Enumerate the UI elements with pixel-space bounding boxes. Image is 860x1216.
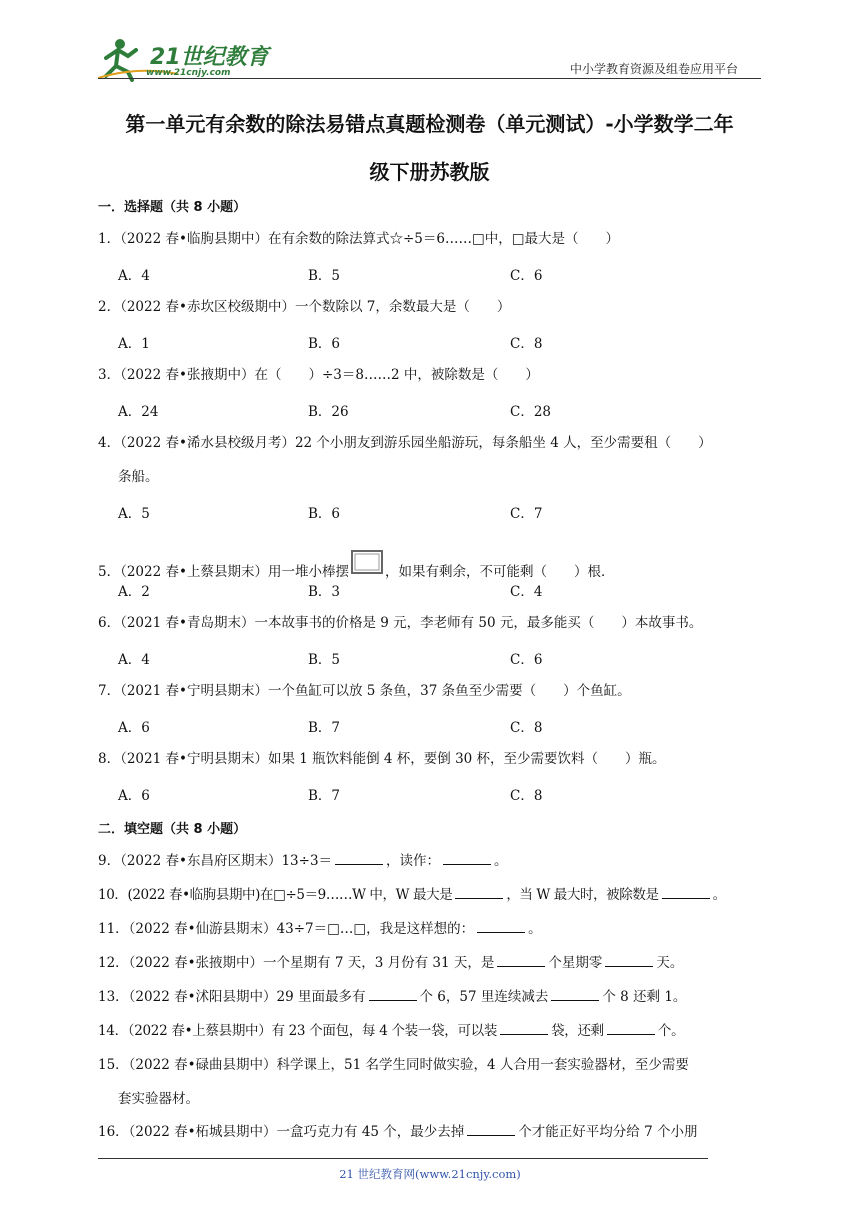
- q13-text-a: 13．（2022 春•沭阳县期中）29 里面最多有: [98, 989, 366, 1005]
- q16-text-b: 个才能正好平均分给 7 个小朋: [518, 1124, 698, 1140]
- question-4: 4．（2022 春•浠水县校级月考）22 个小朋友到游乐园坐船游玩，每条船坐 4 人，至少需要租（ ）: [98, 435, 712, 451]
- answer-blank[interactable]: [455, 886, 503, 899]
- question-5-text-b: ，如果有剩余，不可能剩（ ）根．: [384, 564, 615, 580]
- question-4-cont: 条船。: [118, 469, 159, 485]
- q5-option-a: A．2: [118, 584, 150, 600]
- q4-option-c: C．7: [510, 506, 543, 522]
- section-choice-heading: 一．选择题（共 8 小题）: [98, 200, 247, 215]
- question-9: [98, 851, 768, 871]
- q16-text-a: 16．（2022 春•柘城县期中）一盒巧克力有 45 个，最少去掉: [98, 1124, 465, 1140]
- question-15: 15．（2022 春•碌曲县期中）科学课上，51 名学生同时做实验，4 人合用一套实验器材，至少需要: [98, 1057, 689, 1073]
- q3-option-a: A．24: [118, 404, 159, 420]
- answer-blank[interactable]: [335, 852, 383, 865]
- answer-blank[interactable]: [500, 1022, 548, 1035]
- answer-blank[interactable]: [662, 886, 710, 899]
- q8-option-b: B．7: [308, 788, 341, 804]
- question-5-text-a: 5．（2022 春•上蔡县期末）用一堆小棒摆: [98, 564, 349, 580]
- q3-option-b: B．26: [308, 404, 349, 420]
- question-11: [98, 919, 768, 939]
- question-2: 2．（2022 春•赤坎区校级期中）一个数除以 7，余数最大是（ ）: [98, 299, 511, 315]
- q12-text-b: 个星期零: [548, 955, 603, 971]
- question-1: 1．（2022 春•临朐县期中）在有余数的除法算式☆÷5＝6……□中，□最大是（ ）: [98, 231, 619, 247]
- q5-option-b: B．3: [308, 584, 341, 600]
- q8-option-a: A．6: [118, 788, 150, 804]
- q2-option-c: C．8: [510, 336, 543, 352]
- answer-blank[interactable]: [605, 954, 653, 967]
- q4-option-b: B．6: [308, 506, 341, 522]
- question-8: 8．（2021 春•宁明县期末）如果 1 瓶饮料能倒 4 杯，要倒 30 杯，至少需要饮料（ ）瓶。: [98, 751, 666, 767]
- question-10: [98, 885, 768, 905]
- q10-text-c: 。: [712, 887, 726, 903]
- q3-option-c: C．28: [510, 404, 552, 420]
- q13-text-c: 个 8 还剩 1。: [602, 989, 687, 1005]
- question-13: [98, 987, 768, 1007]
- q12-text-c: 天。: [656, 955, 684, 971]
- question-7: 7．（2021 春•宁明县期末）一个鱼缸可以放 5 条鱼，37 条鱼至少需要（ ）个鱼缸。: [98, 683, 631, 699]
- q9-text-c: 。: [494, 853, 508, 869]
- q11-text-a: 11．（2022 春•仙游县期末）43÷7＝□…□，我是这样想的：: [98, 921, 475, 937]
- header-divider: [98, 78, 761, 79]
- q7-option-a: A．6: [118, 720, 150, 736]
- q13-text-b: 个 6，57 里连续减去: [419, 989, 549, 1005]
- q10-text-b: ，当 W 最大时，被除数是: [506, 887, 659, 903]
- section-fill-heading: 二．填空题（共 8 小题）: [98, 822, 247, 837]
- question-12: [98, 953, 768, 973]
- q14-text-a: 14．（2022 春•上蔡县期中）有 23 个面包，每 4 个装一袋，可以装: [98, 1023, 498, 1039]
- q11-text-b: 。: [528, 921, 542, 937]
- footer-link[interactable]: 21 世纪教育网(www.21cnjy.com): [339, 1167, 521, 1181]
- question-15-cont: [118, 1089, 788, 1109]
- q10-text-a: 10．(2022 春•临朐县期中)在□÷5＝9……W 中，W 最大是: [98, 887, 453, 903]
- q8-option-c: C．8: [510, 788, 543, 804]
- stick-square-icon: [349, 548, 385, 576]
- q1-option-c: C．6: [510, 268, 543, 284]
- q1-option-a: A．4: [118, 268, 150, 284]
- question-14: [98, 1021, 768, 1041]
- page-title-line1: 第一单元有余数的除法易错点真题检测卷（单元测试）-小学数学二年: [125, 112, 734, 136]
- q1-option-b: B．5: [308, 268, 341, 284]
- question-16: [98, 1122, 768, 1142]
- q2-option-b: B．6: [308, 336, 341, 352]
- answer-blank[interactable]: [477, 920, 525, 933]
- q14-text-c: 个。: [657, 1023, 685, 1039]
- answer-blank[interactable]: [443, 852, 491, 865]
- footer-divider: [98, 1158, 708, 1159]
- answer-blank[interactable]: [497, 954, 545, 967]
- q2-option-a: A．1: [118, 336, 150, 352]
- question-5: [98, 548, 768, 582]
- q4-option-a: A．5: [118, 506, 150, 522]
- question-6: 6．（2021 春•青岛期末）一本故事书的价格是 9 元，李老师有 50 元，最多能买（ ）本故事书。: [98, 615, 703, 631]
- answer-blank[interactable]: [467, 1123, 515, 1136]
- q14-text-b: 袋，还剩: [551, 1023, 604, 1039]
- logo-text: 21世纪教育: [150, 45, 269, 70]
- q9-text-b: ，读作：: [386, 853, 441, 869]
- q12-text-a: 12．（2022 春•张掖期中）一个星期有 7 天，3 月份有 31 天，是: [98, 955, 495, 971]
- q7-option-c: C．8: [510, 720, 543, 736]
- q5-option-c: C．4: [510, 584, 543, 600]
- logo-url: www.21cnjy.com: [146, 68, 231, 78]
- question-3: 3．（2022 春•张掖期中）在（ ）÷3＝8……2 中，被除数是（ ）: [98, 367, 539, 383]
- q6-option-c: C．6: [510, 652, 543, 668]
- q9-text-a: 9．（2022 春•东昌府区期末）13÷3＝: [98, 853, 333, 869]
- q15-text-b: 套实验器材。: [118, 1091, 199, 1107]
- page-title-line2: 级下册苏教版: [369, 160, 490, 184]
- q6-option-a: A．4: [118, 652, 150, 668]
- page-header: [0, 0, 860, 90]
- answer-blank[interactable]: [369, 988, 417, 1001]
- q7-option-b: B．7: [308, 720, 341, 736]
- answer-blank[interactable]: [607, 1022, 655, 1035]
- q6-option-b: B．5: [308, 652, 341, 668]
- platform-name: 中小学教育资源及组卷应用平台: [570, 62, 739, 76]
- answer-blank[interactable]: [551, 988, 599, 1001]
